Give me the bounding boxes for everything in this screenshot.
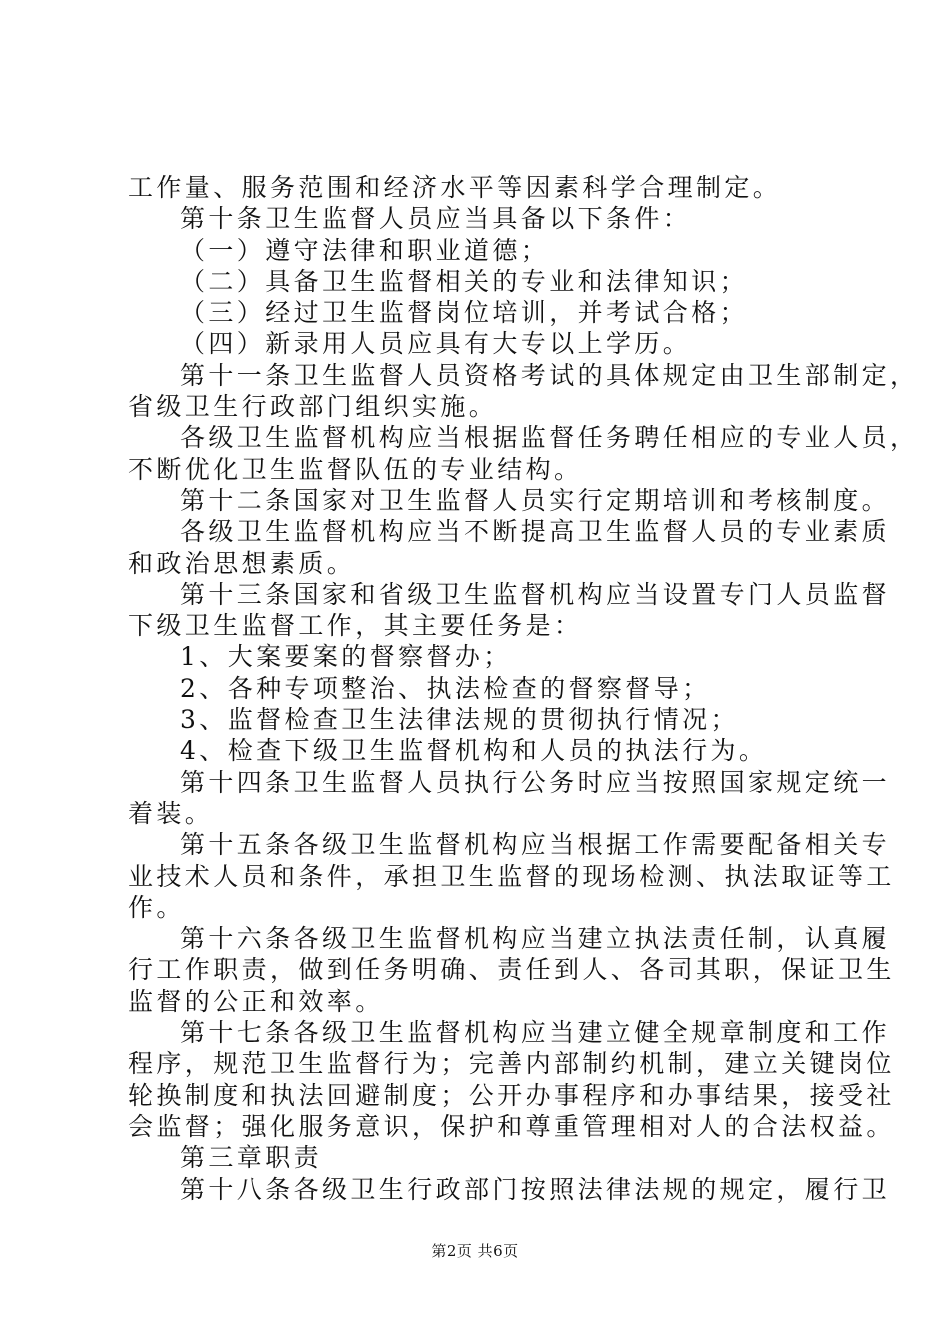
text-line: 3、监督检查卫生法律法规的贯彻执行情况； (180, 705, 739, 735)
text-line: （一）遵守法律和职业道德； (180, 235, 550, 265)
text-line: 第三章职责 (180, 1143, 323, 1173)
text-line: 业技术人员和条件，承担卫生监督的现场检测、执法取证等工 (128, 861, 895, 891)
text-line: 1、大案要案的督察督办； (180, 642, 512, 672)
text-line: 行工作职责，做到任务明确、责任到人、各司其职，保证卫生 (128, 955, 895, 985)
document-body (128, 172, 919, 1205)
text-line: 程序，规范卫生监督行为；完善内部制约机制，建立关键岗位 (128, 1049, 895, 1079)
text-line: 会监督；强化服务意识，保护和尊重管理相对人的合法权益。 (128, 1111, 895, 1141)
text-line: 工作量、服务范围和经济水平等因素科学合理制定。 (128, 173, 782, 202)
text-line: 第十八条各级卫生行政部门按照法律法规的规定，履行卫 (180, 1174, 891, 1204)
page-footer: 第2页 共6页 (431, 1242, 519, 1260)
text-line: （三）经过卫生监督岗位培训，并考试合格； (180, 298, 749, 328)
text-line: 各级卫生监督机构应当不断提高卫生监督人员的专业素质 (180, 517, 891, 547)
text-line: （四）新录用人员应具有大专以上学历。 (180, 329, 692, 359)
text-line: 2、各种专项整治、执法检查的督察督导； (180, 673, 711, 703)
text-line: （二）具备卫生监督相关的专业和法律知识； (180, 266, 749, 296)
text-line: 第十六条各级卫生监督机构应当建立执法责任制，认真履 (180, 924, 891, 954)
text-line: 第十二条国家对卫生监督人员实行定期培训和考核制度。 (180, 485, 891, 515)
text-line: 第十三条国家和省级卫生监督机构应当设置专门人员监督 (180, 579, 891, 609)
text-line: 不断优化卫生监督队伍的专业结构。 (128, 454, 583, 484)
text-line: 和政治思想素质。 (128, 548, 356, 578)
text-line: 省级卫生行政部门组织实施。 (128, 392, 498, 422)
text-line: 第十五条各级卫生监督机构应当根据工作需要配备相关专 (180, 830, 891, 860)
text-line: 第十条卫生监督人员应当具备以下条件： (180, 204, 692, 234)
text-line: 着装。 (128, 798, 214, 828)
text-line: 4、检查下级卫生监督机构和人员的执法行为。 (180, 736, 768, 766)
text-line: 各级卫生监督机构应当根据监督任务聘任相应的专业人员， (180, 423, 919, 453)
text-line: 第十四条卫生监督人员执行公务时应当按照国家规定统一 (180, 767, 891, 797)
text-line: 监督的公正和效率。 (128, 986, 384, 1016)
text-line: 第十一条卫生监督人员资格考试的具体规定由卫生部制定， (180, 360, 919, 390)
text-line: 轮换制度和执法回避制度；公开办事程序和办事结果，接受社 (128, 1080, 895, 1110)
text-line: 下级卫生监督工作，其主要任务是： (128, 611, 583, 641)
text-line: 作。 (128, 892, 185, 922)
text-line: 第十七条各级卫生监督机构应当建立健全规章制度和工作 (180, 1018, 891, 1048)
